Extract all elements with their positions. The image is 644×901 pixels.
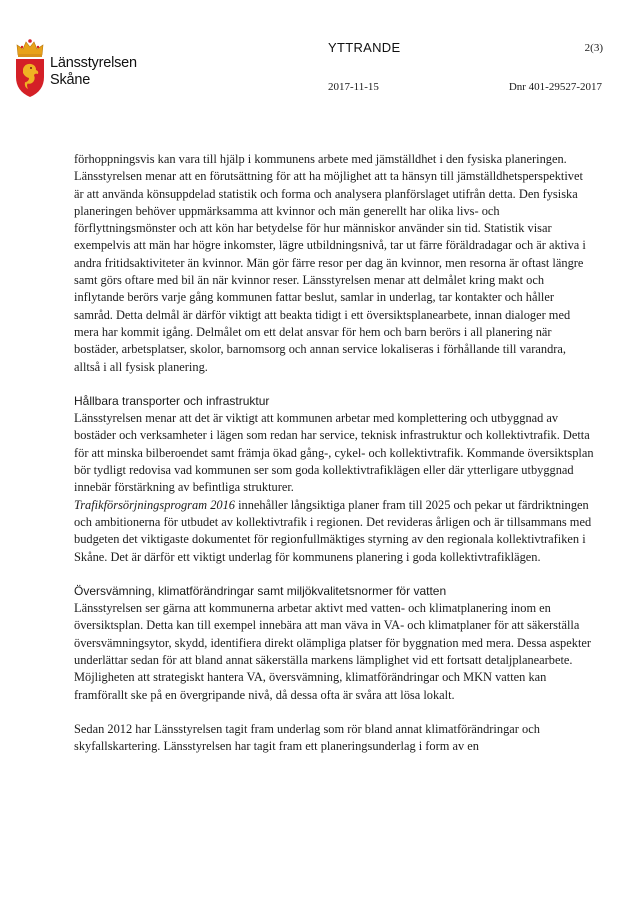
paragraph: Länsstyrelsen menar att det är viktigt att kommunen arbetar med komplettering och utbyggnad av bostäder och verksamheter i lägen som redan har service, teknisk infrastruktur och kollektivtrafik. Detta för att minska bilberoendet samt främja ökad gång-, cykel- och kollektivtrafik. Kommande översiktsplan bör tydligt redovisa vad kommunen ser som goda kollektivtrafiklägen eller där ytterligare utbyggnad innebär förstärkning av befintliga strukturer. — [74, 411, 594, 495]
paragraph-text: innehåller långsiktiga planer fram till 2025 och pekar ut färdriktningen och ambitionerna för utbudet av kollektivtrafik i regionen. Det revideras årligen och är tillsammans med budgeten det viktigaste dokumentet för regionfullmäktiges styrning av den regionala kollektivtrafiken i Skåne. Det är därför ett viktigt underlag för kommunens planering i goda kollektivtrafiklägen. — [74, 497, 592, 564]
document-body — [74, 151, 594, 756]
organization-name-line2: Skåne — [50, 72, 91, 88]
paragraph: förhoppningsvis kan vara till hjälp i kommunens arbete med jämställdhet i den fysiska planeringen. — [74, 152, 567, 166]
section-heading: Översvämning, klimatförändringar samt miljökvalitetsnormer för vatten — [74, 583, 447, 598]
organization-name-line1: Länsstyrelsen — [50, 55, 137, 71]
document-title-italic: Trafikförsörjningsprogram 2016 — [74, 497, 235, 512]
document-type: YTTRANDE — [328, 40, 401, 55]
section-heading: Hållbara transporter och infrastruktur — [74, 393, 270, 408]
paragraph: Länsstyrelsen menar att en förutsättning för att ha möjlighet att ta hänsyn till jämställdhetsperspektivet är att använda könsuppdelad statistik och forma och analysera planförslaget utifrån detta. Den fysiska planeringen behöver uppmärksamma att kvinnor och män generellt har olika livs- och förflyttningsmönster och att kön har betydelse för hur människor använder sin tid. Statistik visar exempelvis att män har högre inkomster, lägre utbildningsnivå, tar ut färre föräldradagar och är aktiva i andra fritidsaktiviteter än kvinnor. Män gör färre resor per dag än kvinnor, men resorna är oftast längre samt görs oftare med bil än när kvinnor reser. Länsstyrelsen menar att delmålet kring makt och inflytande berörs varje gång kommunen fattar beslut, samlar in underlag, tar kontakter och håller samråd. Detta delmål är därför viktigt att beakta tidigt i ett översiktsplanearbete, innan dialoger med mera har kommit igång. Delmålet om ett delat ansvar för hem och barn berörs i all planering när bostäder, arbetsplatser, skolor, barnomsorg och annan service lokaliseras i förhållande till varandra, alltså i all fysisk planering. — [74, 169, 586, 374]
paragraph: Sedan 2012 har Länsstyrelsen tagit fram underlag som rör bland annat klimatförändringar och skyfallskartering. Länsstyrelsen har tagit fram ett planeringsunderlag i form av en — [74, 721, 540, 754]
organization-name — [50, 55, 137, 89]
document-reference: Dnr 401-29527-2017 — [508, 81, 602, 93]
crown-icon — [17, 39, 43, 57]
paragraph: Länsstyrelsen ser gärna att kommunerna arbetar aktivt med vatten- och klimatplanering inom en översiktsplan. Detta kan till exempel innebära att man väva in VA- och klimatplaner för att säkerställa översvämningsytor, skydd, identifiera direkt olämpliga platser för byggnation med mera. Dessa aspekter underlättar sedan för att bland annat säkerställa markens lämplighet vid ett fortsatt detaljplanearbete. Möjligheten att strategiskt hantera VA, översvämning, klimatförändringar och MKN vatten kan framförallt ske på en övergripande nivå, då dessa ofta är svåra att lösa lokalt. — [74, 601, 592, 702]
document-date: 2017-11-15 — [328, 81, 379, 93]
paragraph — [74, 497, 594, 566]
page-number: 2(3) — [584, 42, 603, 54]
county-coat-of-arms-icon — [14, 33, 46, 99]
